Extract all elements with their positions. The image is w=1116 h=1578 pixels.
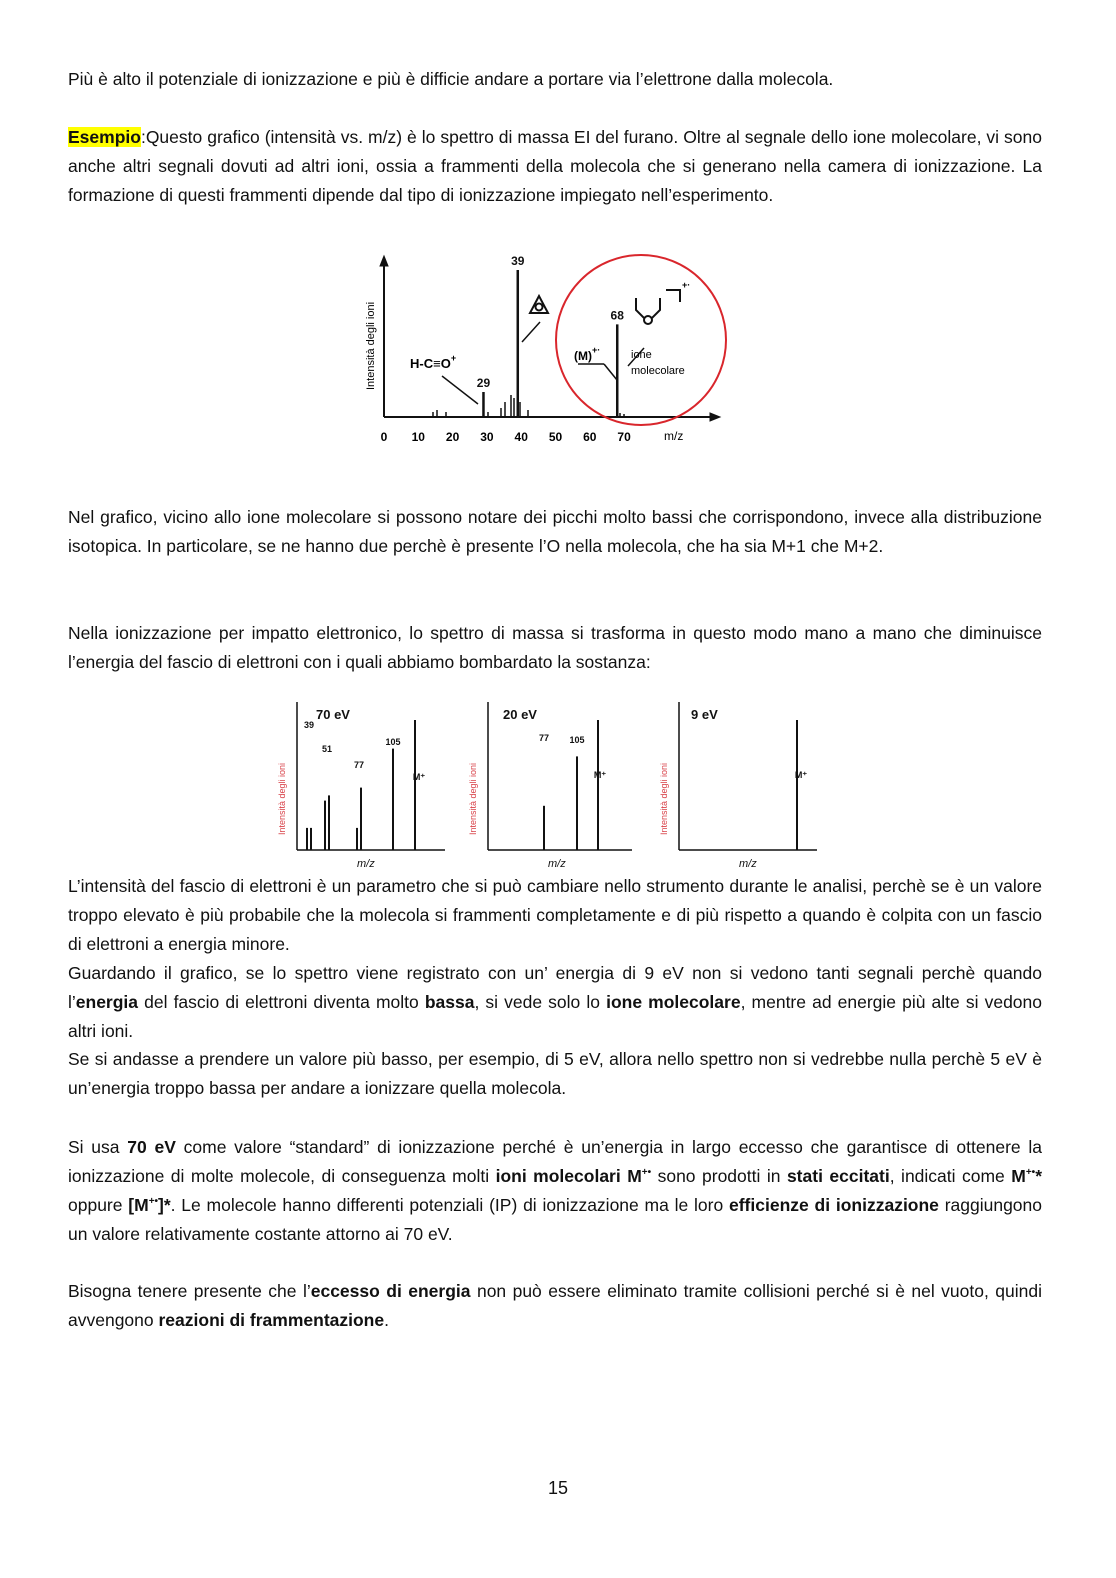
x-tick-label: 20 xyxy=(445,430,460,444)
x-tick-label: 60 xyxy=(583,430,597,444)
paragraph-isotopes: Nel grafico, vicino allo ione molecolare si possono notare dei picchi molto bassi che corrispondono, invece alla distribuzione isotopica. In particolare, se ne hanno due perchè è presente l’O nella molecola, che ha sia M+1 che M+2. xyxy=(68,507,1042,556)
x-tick-label: 10 xyxy=(411,430,425,444)
x-axis-label: m/z xyxy=(664,429,684,443)
furan-structure-icon xyxy=(636,290,680,324)
annotation-hco: H-C≡O+ xyxy=(410,353,457,371)
x-tick-label: 0 xyxy=(380,430,388,444)
panel-title: 20 eV xyxy=(503,707,537,722)
peak-label: 105 xyxy=(569,735,585,745)
x-axis-label: m/z xyxy=(357,858,375,870)
panel-title: 9 eV xyxy=(691,707,718,722)
peak-label: M⁺ xyxy=(794,770,808,780)
y-axis-label: Intensità degli ioni xyxy=(277,762,287,835)
paragraph-ionization: Più è alto il potenziale di ionizzazione e più è difficie andare a portare via l’elettrone dalla molecola. xyxy=(68,69,834,89)
x-tick-label: 30 xyxy=(480,430,494,444)
energy-spectra-figure xyxy=(270,690,830,875)
peak-label: 105 xyxy=(385,737,401,747)
x-tick-label: 70 xyxy=(617,430,631,444)
peak-label: M⁺ xyxy=(593,770,607,780)
peak-label: 77 xyxy=(538,733,550,743)
peak-label: 29 xyxy=(476,376,491,391)
panel-title: 70 eV xyxy=(316,707,350,722)
peak-label: M⁺ xyxy=(412,772,426,782)
y-axis-label: Intensità degli ioni xyxy=(365,301,377,390)
annotation-molecolare: molecolare xyxy=(631,365,685,377)
furan-charge: +· xyxy=(682,280,691,290)
molecular-ion-highlight-circle xyxy=(556,255,726,425)
paragraph-9ev: Guardando il grafico, se lo spettro viene registrato con un’ energia di 9 eV non si vedono tanti segnali perchè quando l’energia del fascio di elettroni diventa molto bassa, si vede solo lo ione molecolare, mentre ad energie più alte si vedono altri ioni. xyxy=(68,963,1043,1041)
x-tick-label: 40 xyxy=(514,430,528,444)
benzene-cation-icon xyxy=(530,296,548,313)
peak-label: 77 xyxy=(353,760,365,770)
paragraph-70ev: Si usa 70 eV come valore “standard” di ionizzazione perché è un’energia in largo eccesso che garantisce di ottenere la ionizzazione di molte molecole, di conseguenza molti ioni molecolari M+• sono prodotti in stati eccitati, indicati come M+•* oppure [M+•]*. Le molecole hanno differenti potenziali (IP) di ionizzazione ma le loro efficienze di ionizzazione raggiungono un valore relativamente costante attorno ai 70 eV. xyxy=(68,1137,1043,1244)
peak-label: 68 xyxy=(610,308,624,323)
highlight-esempio: Esempio xyxy=(68,127,141,147)
x-axis-label: m/z xyxy=(739,858,757,870)
paragraph-intensity: L’intensità del fascio di elettroni è un parametro che si può cambiare nello strumento durante le analisi, perchè se è un valore troppo elevato è più probabile che la molecola si frammenti completamente e di più rispetto a quando è colpita con un fascio di elettroni a energia minore. xyxy=(68,876,1042,954)
peak-label: 51 xyxy=(321,744,333,754)
paragraph-electron-impact: Nella ionizzazione per impatto elettronico, lo spettro di massa si trasforma in questo modo mano a mano che diminuisce l’energia del fascio di elettroni con i quali abbiamo bombardato la sostanza: xyxy=(68,623,1042,672)
x-axis-label: m/z xyxy=(548,858,566,870)
peak-label: 39 xyxy=(303,720,315,730)
annotation-molecular-ion: (M)+· xyxy=(574,345,601,363)
paragraph-5ev: Se si andasse a prendere un valore più basso, per esempio, di 5 eV, allora nello spettro non si vedrebbe nulla perchè 5 eV è un’energia troppo bassa per andare a ionizzare quella molecola. xyxy=(68,1049,1042,1098)
page-number: 15 xyxy=(547,1478,569,1498)
paragraph-example xyxy=(68,123,1042,210)
furan-mass-spectrum xyxy=(350,250,740,450)
y-axis-label: Intensità degli ioni xyxy=(659,762,669,835)
peak-label: 39 xyxy=(511,254,525,268)
x-tick-label: 50 xyxy=(548,430,563,444)
y-axis-label: Intensità degli ioni xyxy=(468,762,478,835)
text: :Questo grafico (intensità vs. m/z) è lo spettro di massa EI del furano. Oltre al segnale dello ione molecolare, vi sono anche altri segnali dovuti ad altri ioni, ossia a frammenti della molecola che si generano nella camera di ionizzazione. La formazione di questi frammenti dipende dal tipo di ionizzazione impiegato nell’esperimento. xyxy=(68,127,1042,205)
paragraph-excess-energy: Bisogna tenere presente che l’eccesso di energia non può essere eliminato tramite collisioni perché si è nel vuoto, quindi avvengono reazioni di frammentazione. xyxy=(68,1281,1042,1330)
annotation-ione: ione xyxy=(631,349,652,361)
